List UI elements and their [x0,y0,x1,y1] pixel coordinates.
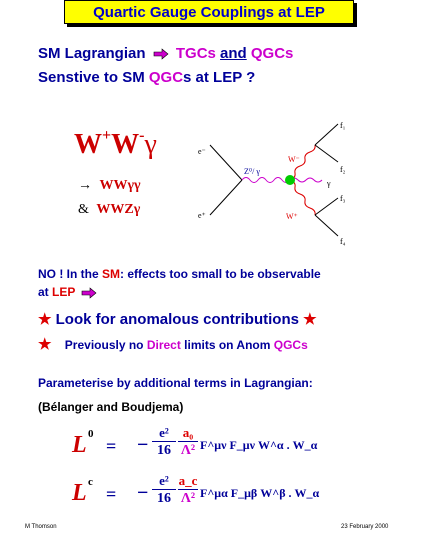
look-text: Look for anomalous contributions [55,311,299,328]
eq2-frac2 [178,472,198,508]
star-icon-2: ★ [303,311,317,328]
feynman-diagram [190,110,360,250]
note-d: at [38,285,53,299]
prev-qgcs: QGCs [273,338,308,352]
tgcs-text: TGCs [175,45,216,62]
w-letter-2: W [111,129,140,160]
eq2-coef: a_c [178,473,198,488]
intro-line-2 [38,69,255,86]
eplus-line [210,180,242,215]
param-line: Parameterise by additional terms in Lagrangian: [38,376,313,390]
qgcs-text: QGCs [250,45,294,62]
eq1-minus: − [137,434,149,456]
prev-c: limits on Anom [180,338,274,352]
w-plus-sup: + [102,127,112,144]
f1-line [315,124,338,145]
quartic-vertex [285,175,295,185]
wminus-label: W⁻ [288,155,300,164]
eq1-num: e² [152,424,176,442]
arrow-text: → [78,178,92,193]
w-letter-1: W [74,129,102,160]
note-a: NO ! In the [38,267,102,281]
boson-label: Z⁰/ γ [244,167,260,176]
sm-lagrangian-text: SM Lagrangian [38,45,146,62]
gamma-letter: γ [144,129,157,160]
eq1-den: 16 [157,443,171,458]
wwgg-text: WWγγ [99,178,141,193]
eq2-fields: F^μα F_μβ W^β . W_α [200,486,320,500]
footer-author: M Thomson [25,524,57,530]
footer-date: 23 February 2000 [341,524,389,530]
eq2-lhs: L [72,480,87,506]
process-line-2 [78,202,140,218]
f2-label: f₂ [340,165,346,174]
right-arrow-icon [153,48,169,60]
note-c: : effects too small to be observable [120,267,321,281]
eq2-minus: − [137,482,149,504]
eq1-sup: 0 [88,428,94,440]
eplus-label: e⁺ [198,211,206,220]
and-text: and [220,45,247,62]
reference-line: (Bélanger and Boudjema) [38,400,184,414]
eq2-equals: = [106,484,117,504]
prev-direct: Direct [146,338,181,352]
f3-label: f₃ [340,194,346,203]
star-icon: ★ [38,311,52,328]
eq2-den: 16 [157,491,171,506]
eq1-lhs: L [72,432,87,458]
eq2-num: e² [152,472,176,490]
f1-label: f₁ [340,121,346,130]
ampersand-text: & [78,202,89,217]
f4-label: f₄ [340,237,346,246]
f3-line [315,198,338,215]
gamma-label: γ [327,179,331,188]
note-line-2 [38,285,100,299]
eq1-coef-den: Λ² [180,443,196,458]
at-lep-text: s at LEP ? [183,69,256,86]
eminus-line [210,145,242,180]
eq1-equals: = [106,436,117,456]
star-icon-3: ★ [38,336,52,353]
eq2-coef-den: Λ² [180,491,196,506]
prev-a: Previously no [64,338,147,352]
eq2-frac1 [152,472,176,508]
title-banner [64,0,354,24]
eq1-frac1 [152,424,176,460]
z-gamma-propagator [242,178,290,183]
wwgamma-process [74,127,157,161]
wplus-label: W⁺ [286,212,298,221]
eq1-coef: a₀ [178,424,198,442]
note-lep: LEP [52,285,76,299]
qgc-text: QGC [148,69,184,86]
f4-line [315,215,338,236]
note-line-1 [38,267,321,281]
eq1-fields: F^μν F_μν W^α . W_α [200,438,318,452]
wwzg-text: WWZγ [96,202,141,217]
w-plus-propagator [290,180,315,215]
intro-line-1 [38,45,293,62]
w-minus-sup: - [139,127,145,144]
right-arrow-icon-2 [81,287,97,299]
process-line-1 [78,178,141,194]
previous-line [38,335,308,353]
eq2-sup: c [88,476,93,488]
eq1-frac2 [178,424,198,460]
eminus-label: e⁻ [198,147,206,156]
slide-title: Quartic Gauge Couplings at LEP [93,3,325,21]
sensitive-text: Senstive to SM [38,69,145,86]
note-sm: SM [102,267,120,281]
look-line [38,310,317,328]
f2-line [315,145,338,162]
